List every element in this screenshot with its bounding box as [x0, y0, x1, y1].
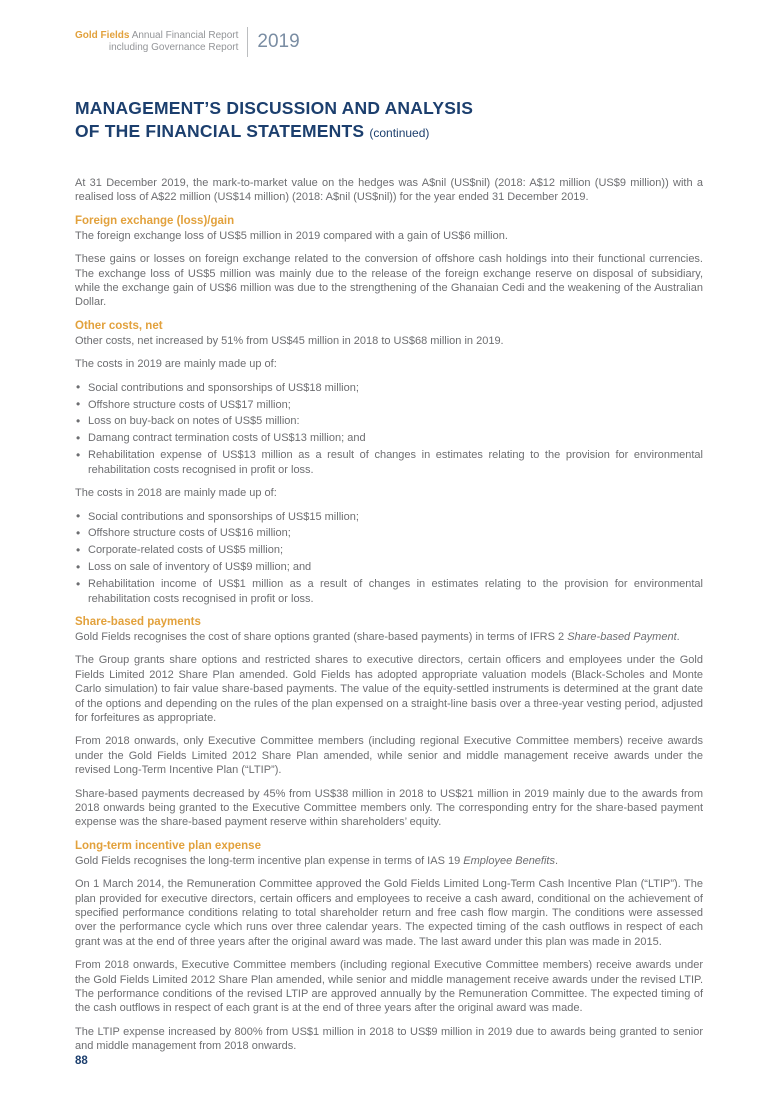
list-item: • Social contributions and sponsorships of US$15 million; [75, 510, 703, 524]
paragraph-share-based-decrease: Share-based payments decreased by 45% from US$38 million in 2018 to US$21 million in 2019 mainly due to the awards from 2018 onwards being granted to the Executive Committee members only. The corresponding entry for the share-based payment expense was the share-based payment reserve within shareholders’ equity. [75, 787, 703, 829]
document-content [75, 176, 703, 1063]
paragraph-other-costs-summary: Other costs, net increased by 51% from US$45 million in 2018 to US$68 million in 2019. [75, 334, 504, 347]
section-heading-ltip-expense: Long-term incentive plan expense [75, 839, 261, 852]
paragraph-ltip-increase: The LTIP expense increased by 800% from US$1 million in 2018 to US$9 million in 2019 due to awards being granted to senior and middle management from 2018 onwards. [75, 1025, 703, 1053]
report-type: Annual Financial Report [131, 29, 239, 41]
report-brand-line [75, 30, 238, 43]
paragraph-mark-to-market: At 31 December 2019, the mark-to-market value on the hedges was A$nil (US$nil) (2018: A$12 million (US$9 million)) with a realised loss of A$22 million (US$14 million) (2018: A$nil (US$nil)) for the year ended 31 December 2019. [75, 177, 703, 204]
paragraph-fx-detail: These gains or losses on foreign exchange related to the conversion of offshore cash holdings into their functional currencies. The exchange loss of US$5 million was mainly due to the release of the foreign exchange reserve on disposal of subsidiary, while the exchange gain of US$6 million was due to the strengthening of the Ghanaian Cedi and the weakening of the Australian Dollar. [75, 253, 703, 309]
section-heading-share-based-payments: Share-based payments [75, 615, 201, 628]
paragraph-share-awards-2018: From 2018 onwards, only Executive Committee members (including regional Executive Committee members) receive awards under the Gold Fields Limited 2012 Share Plan amended, while senior and middle management receive awards under the revised Long-Term Incentive Plan (“LTIP”). [75, 735, 703, 777]
list-item: • Rehabilitation income of US$1 million as a result of changes in estimates relating to the provision for environmental rehabilitation costs recognised in profit or loss. [75, 577, 703, 606]
list-item: • Damang contract termination costs of US$13 million; and [75, 431, 703, 445]
report-subtitle: including Governance Report [108, 42, 239, 53]
page-number: 88 [75, 1055, 88, 1067]
page-title-line2: OF THE FINANCIAL STATEMENTS (continued) [75, 120, 430, 141]
paragraph-ltip-awards-2018: From 2018 onwards, Executive Committee members (including regional Executive Committee members) receive awards under the Gold Fields Limited 2012 Share Plan amended, while senior and middle management receive awards under the revised LTIP. The performance conditions of the revised LTIP are approved annually by the Remuneration Committee. The expected timing of the cash outflows in respect of each grant is at the end of three years after the original award was made. [75, 959, 703, 1015]
paragraph-costs-2018-intro: The costs in 2018 are mainly made up of: [75, 487, 277, 500]
page-title-continued: (continued) [369, 125, 430, 140]
page-title [75, 97, 715, 144]
list-item: • Offshore structure costs of US$16 million; [75, 526, 703, 540]
paragraph-ltip-plan-detail: On 1 March 2014, the Remuneration Committee approved the Gold Fields Limited Long-Term Cash Incentive Plan (“LTIP”). The plan provided for executive directors, certain officers and employees to receive a cash award, conditional on the achievement of specified performance conditions relating to total shareholder return and free cash flow margin. The conditions were assessed over the performance cycle which runs over three calendar years. The expected timing of the cash outflows in respect of each grant was at the end of three years after the original award was made. The last award under this plan was made in 2015. [75, 878, 703, 948]
paragraph-share-plan-detail: The Group grants share options and restricted shares to executive directors, certain officers and employees under the Gold Fields Limited 2012 Share Plan amended. Gold Fields has adopted appropriate valuation models (Black-Scholes and Monte Carlo simulation) to fair value share-based payments. The value of the equity-settled instruments is determined at the grant date of the options and depending on the rules of the plan expensed on a straight-line basis over a three-year vesting period, adjusted for forfeitures as appropriate. [75, 654, 703, 724]
header-divider [247, 27, 248, 57]
page-header [75, 27, 300, 57]
list-item: • Rehabilitation expense of US$13 million as a result of changes in estimates relating to the provision for environmental rehabilitation costs recognised in profit or loss. [75, 448, 703, 477]
paragraph-fx-summary: The foreign exchange loss of US$5 million in 2019 compared with a gain of US$6 million. [75, 229, 508, 242]
ifrs2-reference: Share-based Payment [567, 630, 677, 643]
brand-name: Gold Fields [75, 29, 130, 41]
section-heading-foreign-exchange: Foreign exchange (loss)/gain [75, 214, 235, 227]
paragraph-share-based-lead: Gold Fields recognises the cost of share options granted (share-based payments) in terms of IFRS 2 Share-based Payment. [75, 630, 680, 643]
list-item: • Offshore structure costs of US$17 million; [75, 398, 703, 412]
paragraph-ltip-lead: Gold Fields recognises the long-term incentive plan expense in terms of IAS 19 Employee Benefits. [75, 854, 559, 867]
ias19-reference: Employee Benefits [463, 854, 555, 867]
costs-2018-list [75, 510, 703, 606]
report-brand-block [75, 30, 238, 55]
costs-2019-list [75, 381, 703, 477]
list-item: • Loss on buy-back on notes of US$5 million: [75, 414, 703, 428]
list-item: • Corporate-related costs of US$5 million; [75, 543, 703, 557]
report-year: 2019 [257, 31, 300, 52]
page-title-line1: MANAGEMENT’S DISCUSSION AND ANALYSIS [75, 98, 474, 118]
list-item: • Social contributions and sponsorships of US$18 million; [75, 381, 703, 395]
paragraph-costs-2019-intro: The costs in 2019 are mainly made up of: [75, 358, 277, 371]
list-item: • Loss on sale of inventory of US$9 million; and [75, 560, 703, 574]
section-heading-other-costs: Other costs, net [75, 319, 163, 332]
